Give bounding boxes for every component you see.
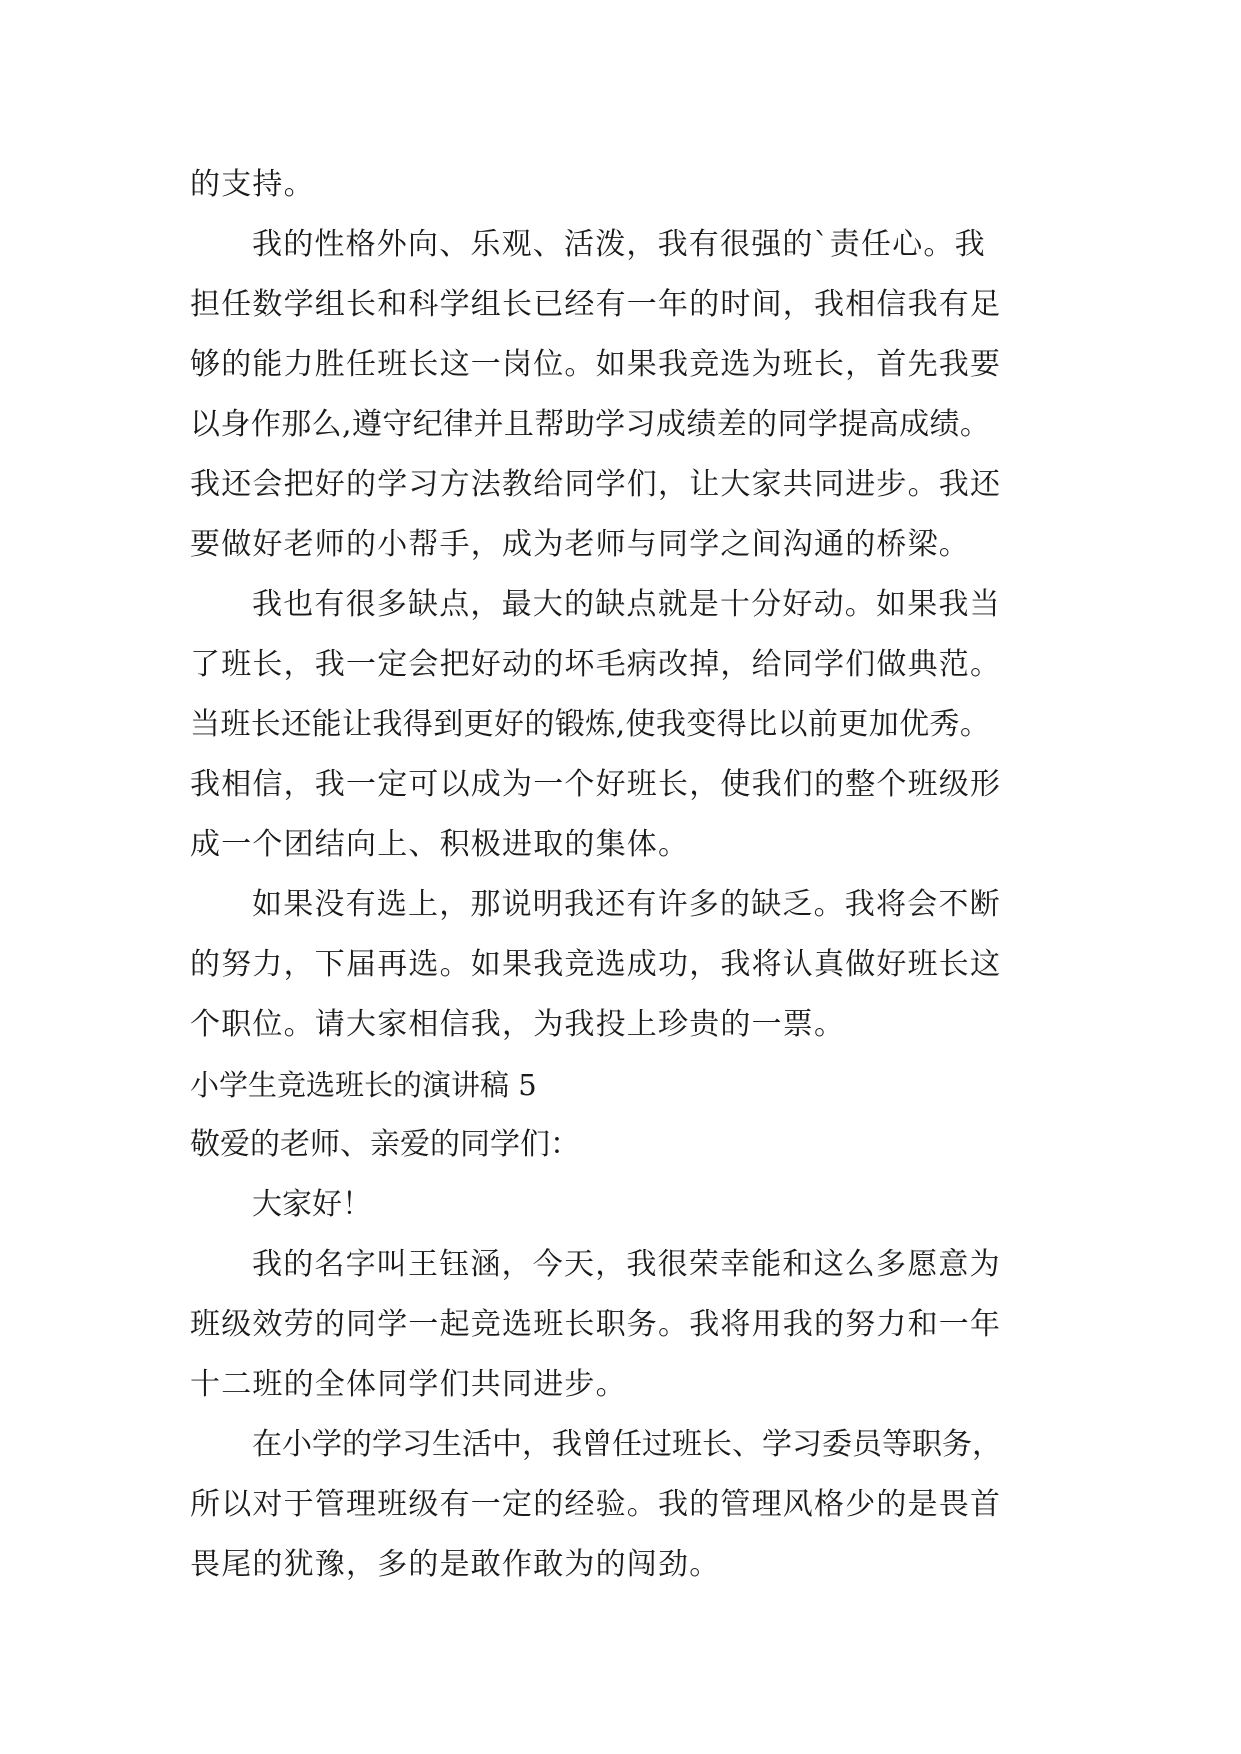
paragraph-first-line: 我的性格外向、乐观、活泼，我有很强的`责任心。我 (252, 227, 986, 262)
section-heading: 小学生竞选班长的演讲稿 5 (190, 1068, 537, 1102)
text-line: 的支持。 (190, 167, 315, 202)
text-line: 十二班的全体同学们共同进步。 (190, 1367, 627, 1402)
text-line: 我还会把好的学习方法教给同学们，让大家共同进步。我还 (190, 467, 1002, 502)
greeting: 大家好！ (252, 1187, 372, 1222)
paragraph-first-line: 我也有很多缺点，最大的缺点就是十分好动。如果我当 (252, 587, 1001, 622)
text-line: 要做好老师的小帮手，成为老师与同学之间沟通的桥梁。 (190, 527, 970, 562)
text-line: 担任数学组长和科学组长已经有一年的时间，我相信我有足 (190, 287, 1002, 322)
text-line: 个职位。请大家相信我，为我投上珍贵的一票。 (190, 1007, 846, 1042)
paragraph-first-line: 在小学的学习生活中，我曾任过班长、学习委员等职务， (252, 1427, 1002, 1462)
text-line: 够的能力胜任班长这一岗位。如果我竞选为班长，首先我要 (190, 347, 1002, 382)
text-line: 我相信，我一定可以成为一个好班长，使我们的整个班级形 (190, 767, 1002, 802)
salutation: 敬爱的老师、亲爱的同学们： (190, 1127, 580, 1162)
text-line: 畏尾的犹豫，多的是敢作敢为的闯劲。 (190, 1547, 721, 1582)
text-line: 了班长，我一定会把好动的坏毛病改掉，给同学们做典范。 (190, 647, 1002, 682)
paragraph-first-line: 我的名字叫王钰涵，今天，我很荣幸能和这么多愿意为 (252, 1247, 1001, 1282)
text-line: 以身作那么,遵守纪律并且帮助学习成绩差的同学提高成绩。 (190, 407, 991, 442)
text-line: 成一个团结向上、积极进取的集体。 (190, 827, 690, 862)
paragraph-first-line: 如果没有选上，那说明我还有许多的缺乏。我将会不断 (252, 887, 1001, 922)
text-line: 所以对于管理班级有一定的经验。我的管理风格少的是畏首 (190, 1487, 1002, 1522)
text-line: 的努力，下届再选。如果我竞选成功，我将认真做好班长这 (190, 947, 1002, 982)
text-line: 当班长还能让我得到更好的锻炼,使我变得比以前更加优秀。 (190, 707, 991, 742)
text-line: 班级效劳的同学一起竞选班长职务。我将用我的努力和一年 (190, 1307, 1002, 1342)
